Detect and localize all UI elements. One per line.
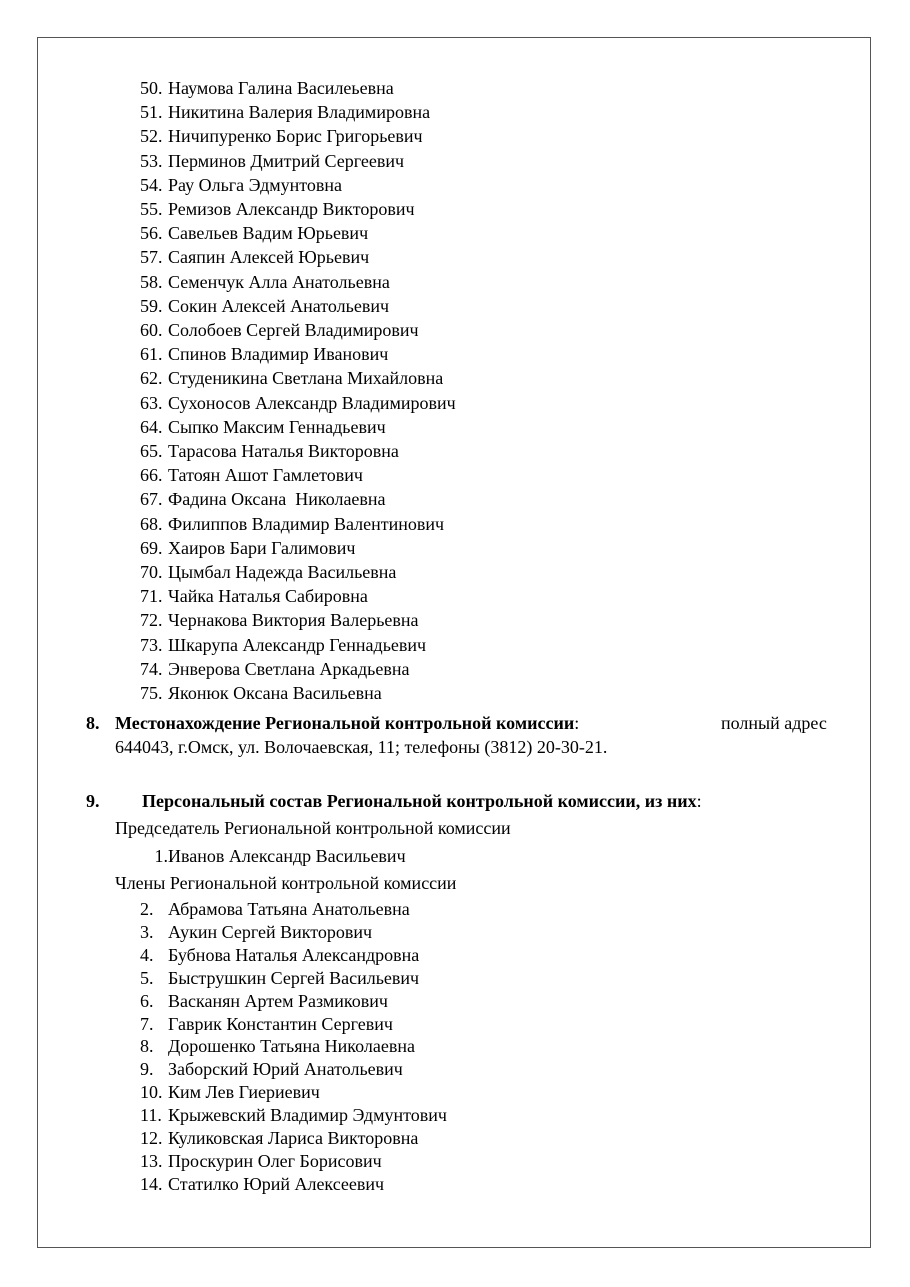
item-number: 5. — [140, 967, 154, 988]
item-name: Сухоносов Александр Владимирович — [168, 392, 456, 413]
list-item — [140, 440, 399, 462]
list-item — [140, 1173, 384, 1195]
item-number: 64. — [140, 416, 163, 437]
item-number: 57. — [140, 247, 163, 268]
item-number: 68. — [140, 513, 163, 534]
item-name: Гаврик Константин Сергевич — [168, 1013, 393, 1034]
item-name: Рау Ольга Эдмунтовна — [168, 174, 343, 195]
list-item — [140, 488, 386, 510]
list-item — [140, 1013, 393, 1035]
section-8-colon: : — [574, 713, 580, 733]
list-item — [140, 609, 419, 631]
list-item — [140, 845, 406, 867]
item-name: Крыжевский Владимир Эдмунтович — [168, 1105, 447, 1126]
section-8-heading-line — [115, 712, 579, 734]
list-item — [140, 416, 386, 438]
list-item — [140, 464, 363, 486]
item-number: 55. — [140, 199, 163, 219]
item-number: 54. — [140, 174, 163, 195]
item-number: 74. — [140, 658, 163, 679]
item-number: 72. — [140, 610, 163, 631]
chair-label: Председатель Региональной контрольной комиссии — [115, 818, 511, 838]
list-item — [140, 222, 368, 244]
item-name: Фадина Оксана Николаевна — [168, 489, 386, 510]
item-number: 9. — [140, 1059, 154, 1080]
item-number: 50. — [140, 78, 163, 98]
list-item — [140, 990, 388, 1012]
list-item — [140, 561, 396, 583]
list-item — [140, 1127, 418, 1149]
list-item — [140, 537, 355, 559]
item-number: 73. — [140, 634, 163, 655]
item-name: Аукин Сергей Викторович — [168, 921, 373, 942]
list-item — [140, 944, 419, 966]
item-number: 63. — [140, 392, 163, 413]
item-number: 10. — [140, 1082, 163, 1103]
item-number: 70. — [140, 562, 163, 582]
list-item — [140, 174, 342, 196]
list-item — [140, 967, 419, 989]
list-item — [140, 1081, 320, 1103]
list-item — [140, 271, 390, 293]
item-name: Проскурин Олег Борисович — [168, 1150, 382, 1171]
item-number: 61. — [140, 344, 163, 365]
item-name: Филиппов Владимир Валентинович — [168, 513, 445, 534]
item-number: 52. — [140, 126, 163, 147]
list-item — [140, 125, 423, 147]
item-number: 11. — [140, 1105, 162, 1126]
item-number: 7. — [140, 1013, 154, 1034]
list-item — [140, 319, 419, 341]
section-9-number: 9. — [86, 791, 100, 811]
section-9-heading: Персональный состав Региональной контрольной комиссии, из них — [142, 791, 697, 811]
list-item — [140, 585, 368, 607]
list-item — [140, 898, 410, 920]
list-item — [140, 1058, 403, 1080]
section-9-colon: : — [696, 791, 702, 811]
item-number: 51. — [140, 102, 163, 123]
item-number: 8. — [140, 1036, 154, 1057]
item-number: 4. — [140, 944, 154, 965]
section-9-heading-line — [142, 790, 702, 812]
list-item — [140, 392, 456, 414]
item-number: 65. — [140, 441, 163, 461]
item-name: Ким Лев Гиериевич — [168, 1082, 320, 1103]
list-item — [140, 658, 410, 680]
item-number: 14. — [140, 1173, 163, 1194]
item-name: Бубнова Наталья Александровна — [168, 944, 420, 965]
item-name: Иванов Александр Васильевич — [168, 846, 406, 866]
item-name: Никитина Валерия Владимировна — [168, 102, 431, 123]
item-name: Шкарупа Александр Геннадьевич — [168, 634, 427, 655]
item-name: Чайка Наталья Сабировна — [168, 586, 368, 607]
list-item — [140, 295, 389, 317]
section-8-address: 644043, г.Омск, ул. Волочаевская, 11; телефоны (3812) 20-30-21. — [115, 737, 608, 757]
item-name: Семенчук Алла Анатольевна — [168, 271, 390, 292]
item-number: 12. — [140, 1128, 163, 1148]
item-name: Цымбал Надежда Васильевна — [168, 562, 397, 582]
item-number: 1. — [154, 846, 168, 866]
list-item — [140, 682, 382, 704]
item-number: 59. — [140, 295, 163, 316]
item-number: 58. — [140, 271, 163, 292]
item-name: Саяпин Алексей Юрьевич — [168, 247, 370, 268]
item-name: Статилко Юрий Алексеевич — [168, 1173, 385, 1194]
item-number: 53. — [140, 150, 163, 171]
item-number: 69. — [140, 537, 163, 558]
item-number: 13. — [140, 1150, 163, 1171]
item-number: 66. — [140, 465, 163, 486]
list-item — [140, 77, 394, 99]
list-item — [140, 101, 430, 123]
item-name: Солобоев Сергей Владимирович — [168, 320, 419, 340]
item-number: 2. — [140, 899, 154, 919]
item-name: Перминов Дмитрий Сергеевич — [168, 150, 405, 171]
list-item — [140, 150, 404, 172]
item-name: Савельев Вадим Юрьевич — [168, 223, 369, 244]
list-item — [140, 1104, 447, 1126]
item-name: Дорошенко Татьяна Николаевна — [168, 1036, 415, 1057]
item-name: Абрамова Татьяна Анатольевна — [168, 899, 410, 919]
item-name: Татоян Ашот Гамлетович — [168, 465, 363, 486]
item-number: 60. — [140, 320, 163, 340]
item-number: 62. — [140, 368, 163, 389]
item-name: Ремизов Александр Викторович — [168, 199, 415, 219]
item-name: Спинов Владимир Иванович — [168, 344, 389, 365]
item-name: Быструшкин Сергей Васильевич — [168, 967, 420, 988]
item-name: Яконюк Оксана Васильевна — [168, 683, 382, 703]
section-8-number: 8. — [86, 713, 100, 733]
item-number: 56. — [140, 223, 163, 244]
list-item — [140, 343, 388, 365]
item-number: 75. — [140, 683, 163, 703]
list-item — [140, 1150, 382, 1172]
item-number: 6. — [140, 990, 154, 1011]
item-number: 3. — [140, 921, 154, 942]
item-number: 71. — [140, 586, 163, 607]
list-item — [140, 634, 426, 656]
list-item — [140, 367, 443, 389]
item-name: Сокин Алексей Анатольевич — [168, 295, 390, 316]
list-item — [140, 1035, 415, 1057]
item-name: Студеникина Светлана Михайловна — [168, 368, 444, 389]
item-name: Сыпко Максим Геннадьевич — [168, 416, 386, 437]
item-name: Заборский Юрий Анатольевич — [168, 1059, 403, 1080]
item-name: Энверова Светлана Аркадьевна — [168, 658, 410, 679]
item-name: Куликовская Лариса Викторовна — [168, 1128, 419, 1148]
item-name: Хаиров Бари Галимович — [168, 537, 356, 558]
list-item — [140, 513, 444, 535]
item-name: Ничипуренко Борис Григорьевич — [168, 126, 423, 147]
section-8-heading: Местонахождение Региональной контрольной комиссии — [115, 713, 575, 733]
list-item — [140, 246, 369, 268]
item-name: Васканян Артем Размикович — [168, 990, 388, 1011]
list-item — [140, 198, 415, 220]
list-item — [140, 921, 372, 943]
item-name: Наумова Галина Василеьевна — [168, 78, 394, 98]
section-8-lead: полный адрес — [721, 713, 827, 733]
item-name: Чернакова Виктория Валерьевна — [168, 610, 419, 631]
members-label: Члены Региональной контрольной комиссии — [115, 873, 457, 893]
item-number: 67. — [140, 489, 163, 510]
item-name: Тарасова Наталья Викторовна — [168, 441, 399, 461]
